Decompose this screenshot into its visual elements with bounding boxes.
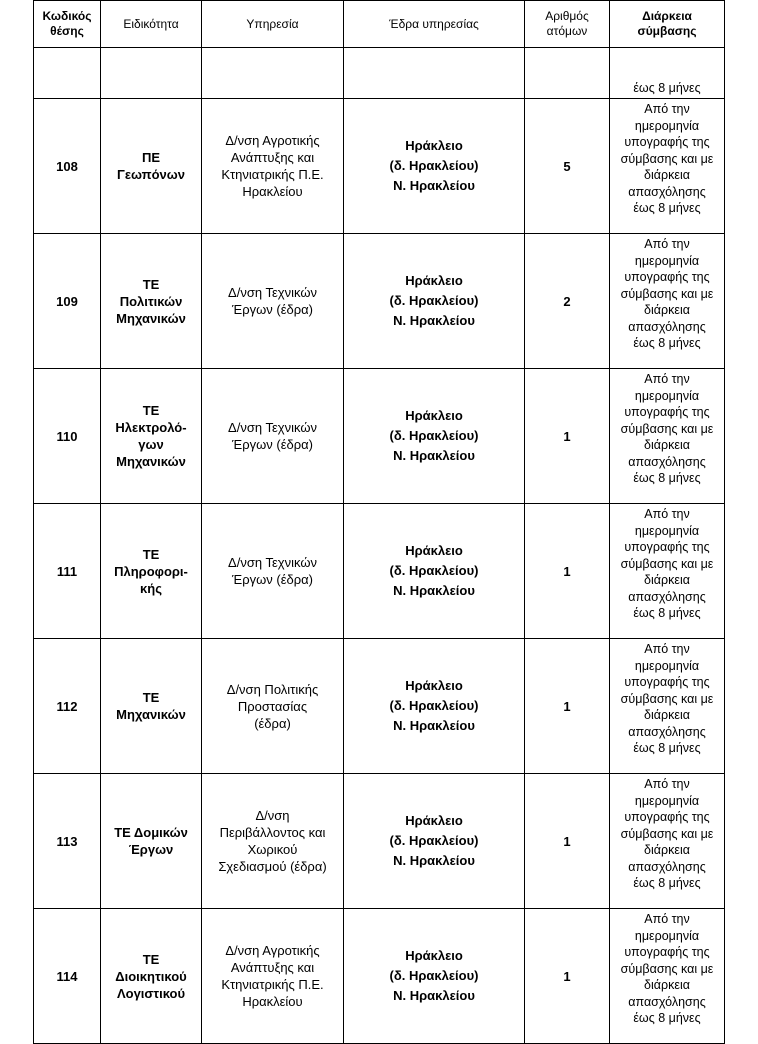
table-row: [34, 234, 725, 369]
cell-line: Ανάπτυξης και: [230, 960, 315, 975]
cell-line: έως 8 μήνες: [633, 876, 701, 890]
cell-count: 1: [525, 639, 610, 774]
cell-location: [344, 504, 525, 639]
cell-location: [344, 369, 525, 504]
cell-line: διάρκεια: [644, 978, 690, 992]
cell-line: υπογραφής της: [624, 405, 710, 419]
cell-line: Από την: [644, 372, 690, 386]
cell-line: γων: [138, 437, 164, 452]
cell-line: υπογραφής της: [624, 675, 710, 689]
cell-count: 1: [525, 909, 610, 1044]
cell-line: Προστασίας: [237, 698, 308, 714]
cell-service: [202, 774, 344, 909]
cell-line: Ηράκλειο: [405, 948, 463, 963]
cell-line: (δ. Ηρακλείου): [389, 158, 479, 173]
cell-line: ημερομηνία: [634, 118, 700, 133]
cell-line: Ηρακλείου: [242, 184, 303, 199]
header-specialty: Ειδικότητα: [101, 1, 202, 48]
cell-specialty: [101, 48, 202, 99]
cell-line: Δ/νση Τεχνικών: [228, 555, 317, 570]
cell-line: ΤΕ: [142, 546, 160, 562]
cell-service: [202, 99, 344, 234]
cell-line: Δ/νση Τεχνικών: [228, 420, 317, 435]
cell-specialty: [101, 774, 202, 909]
cell-duration: [610, 639, 725, 774]
cell-duration: [610, 774, 725, 909]
cell-line: Δ/νση Τεχνικών: [228, 285, 317, 300]
cell-specialty: [101, 639, 202, 774]
cell-duration: [610, 909, 725, 1044]
cell-line: υπογραφής της: [624, 945, 710, 959]
cell-location: [344, 48, 525, 99]
header-row: [34, 1, 725, 48]
cell-line: Διοικητικού: [115, 968, 187, 984]
cell-specialty: [101, 909, 202, 1044]
cell-line: ΠΕ: [141, 150, 161, 165]
cell-line: Από την: [644, 642, 690, 656]
cell-line: διάρκεια: [644, 573, 690, 587]
cell-line: απασχόλησης: [628, 724, 706, 739]
cell-service: [202, 369, 344, 504]
cell-line: Ηράκλειο: [405, 138, 463, 153]
cell-line: ημερομηνία: [634, 388, 700, 403]
cell-duration: [610, 99, 725, 234]
cell-line: ΤΕ: [142, 951, 160, 967]
cell-code: 110: [34, 369, 101, 504]
cell-line: διάρκεια: [644, 438, 690, 452]
cell-line: (έδρα): [254, 715, 291, 731]
cell-line: Σχεδιασμού (έδρα): [218, 859, 327, 874]
cell-line: Περιβάλλοντος και: [219, 825, 326, 840]
cell-line: Πληροφορι-: [114, 563, 188, 579]
cell-line: (δ. Ηρακλείου): [389, 968, 479, 983]
cell-line: υπογραφής της: [624, 135, 710, 149]
cell-line: διάρκεια: [644, 303, 690, 317]
cell-line: Ηρακλείου: [242, 994, 303, 1009]
cell-line: (δ. Ηρακλείου): [389, 428, 479, 443]
cell-line: σύμβασης και με: [620, 151, 714, 166]
cell-count: 5: [525, 99, 610, 234]
header-service: Υπηρεσία: [202, 1, 344, 48]
cell-specialty: [101, 99, 202, 234]
cell-location: [344, 774, 525, 909]
cell-line: ΤΕ: [142, 276, 160, 292]
cell-count: [525, 48, 610, 99]
cell-line: Ηράκλειο: [405, 273, 463, 288]
header-count: Αριθμός ατόμων: [525, 1, 610, 48]
cell-line: Ν. Ηρακλείου: [393, 988, 475, 1003]
cell-line: υπογραφής της: [624, 810, 710, 824]
cell-line: Δ/νση Αγροτικής: [225, 943, 320, 958]
cell-location: [344, 99, 525, 234]
continuation-row: [34, 48, 725, 99]
cell-line: υπογραφής της: [624, 540, 710, 554]
cell-line: Δ/νση: [255, 808, 290, 823]
cell-line: Ηράκλειο: [405, 678, 463, 693]
cell-line: Δ/νση Αγροτικής: [225, 133, 320, 148]
cell-count: 1: [525, 504, 610, 639]
cell-duration: [610, 504, 725, 639]
header-duration: Διάρκεια σύμβασης: [610, 1, 725, 48]
header-location: Έδρα υπηρεσίας: [344, 1, 525, 48]
table-row: [34, 774, 725, 909]
cell-line: Έργων: [128, 842, 174, 857]
cell-location: [344, 639, 525, 774]
cell-line: απασχόλησης: [628, 589, 706, 604]
cell-line: Έργων (έδρα): [232, 572, 313, 587]
cell-specialty: [101, 504, 202, 639]
cell-line: σύμβασης και με: [620, 421, 714, 436]
cell-line: σύμβασης και με: [620, 286, 714, 301]
cell-line: ημερομηνία: [634, 253, 700, 268]
cell-line: (δ. Ηρακλείου): [389, 833, 479, 848]
cell-line: Ανάπτυξης και: [230, 150, 315, 165]
cell-line: Γεωπόνων: [117, 167, 185, 182]
cell-service: [202, 48, 344, 99]
cell-line: σύμβασης και με: [620, 961, 714, 976]
cell-line: ημερομηνία: [634, 793, 700, 808]
cell-line: απασχόλησης: [628, 319, 706, 334]
cell-line: Πολιτικών: [119, 293, 183, 309]
cell-line: Από την: [644, 102, 690, 116]
cell-line: (δ. Ηρακλείου): [389, 563, 479, 578]
table-row: [34, 504, 725, 639]
cell-duration: έως 8 μήνες: [610, 48, 725, 99]
cell-service: [202, 909, 344, 1044]
cell-line: απασχόλησης: [628, 454, 706, 469]
cell-line: κής: [140, 580, 162, 596]
cell-line: Ν. Ηρακλείου: [393, 448, 475, 463]
table-row: [34, 639, 725, 774]
cell-line: Κτηνιατρικής Π.Ε.: [221, 977, 324, 992]
cell-location: [344, 234, 525, 369]
positions-table: [33, 0, 725, 1044]
cell-line: διάρκεια: [644, 168, 690, 182]
cell-line: ΤΕ Δομικών: [114, 825, 188, 840]
cell-code: 113: [34, 774, 101, 909]
cell-line: (δ. Ηρακλείου): [389, 698, 479, 713]
cell-line: ΤΕ: [142, 690, 160, 705]
cell-line: έως 8 μήνες: [633, 741, 701, 755]
cell-line: έως 8 μήνες: [633, 336, 701, 350]
cell-line: Λογιστικού: [116, 985, 186, 1001]
cell-code: 108: [34, 99, 101, 234]
cell-service: [202, 639, 344, 774]
cell-count: 2: [525, 234, 610, 369]
cell-line: έως 8 μήνες: [633, 1011, 701, 1025]
cell-code: 111: [34, 504, 101, 639]
cell-line: Ηράκλειο: [405, 408, 463, 423]
cell-service: [202, 504, 344, 639]
cell-line: Χωρικού: [247, 842, 298, 857]
cell-line: Μηχανικών: [116, 454, 186, 469]
cell-line: σύμβασης και με: [620, 826, 714, 841]
cell-code: [34, 48, 101, 99]
cell-line: απασχόλησης: [628, 859, 706, 874]
cell-line: Κτηνιατρικής Π.Ε.: [221, 167, 324, 182]
cell-line: ΤΕ: [142, 403, 160, 418]
header-code: Κωδικός θέσης: [34, 1, 101, 48]
cell-count: 1: [525, 369, 610, 504]
cell-line: Μηχανικών: [116, 707, 186, 722]
cell-line: ημερομηνία: [634, 928, 700, 943]
cell-line: Ν. Ηρακλείου: [393, 583, 475, 598]
cell-line: Μηχανικών: [116, 310, 186, 326]
cell-specialty: [101, 234, 202, 369]
cell-line: Από την: [644, 912, 690, 926]
cell-service: [202, 234, 344, 369]
cell-line: Ν. Ηρακλείου: [393, 178, 475, 193]
cell-line: απασχόλησης: [628, 994, 706, 1009]
cell-line: Από την: [644, 237, 690, 251]
cell-code: 109: [34, 234, 101, 369]
cell-line: Ηράκλειο: [405, 543, 463, 558]
table-row: [34, 369, 725, 504]
cell-count: 1: [525, 774, 610, 909]
cell-specialty: [101, 369, 202, 504]
cell-line: Ν. Ηρακλείου: [393, 853, 475, 868]
table-row: [34, 909, 725, 1044]
cell-line: έως 8 μήνες: [633, 471, 701, 485]
cell-line: έως 8 μήνες: [633, 606, 701, 620]
cell-line: έως 8 μήνες: [633, 201, 701, 215]
cell-line: σύμβασης και με: [620, 691, 714, 706]
cell-line: Ηράκλειο: [405, 813, 463, 828]
cell-line: σύμβασης και με: [620, 556, 714, 571]
cell-line: διάρκεια: [644, 708, 690, 722]
cell-line: Δ/νση Πολιτικής: [226, 681, 319, 697]
cell-line: απασχόλησης: [628, 184, 706, 199]
cell-line: ημερομηνία: [634, 658, 700, 673]
cell-line: (δ. Ηρακλείου): [389, 293, 479, 308]
cell-duration: [610, 369, 725, 504]
cell-line: Ν. Ηρακλείου: [393, 718, 475, 733]
cell-line: υπογραφής της: [624, 270, 710, 284]
cell-line: Έργων (έδρα): [232, 302, 313, 317]
cell-line: διάρκεια: [644, 843, 690, 857]
cell-line: ημερομηνία: [634, 523, 700, 538]
cell-code: 112: [34, 639, 101, 774]
cell-duration: [610, 234, 725, 369]
cell-line: Έργων (έδρα): [232, 437, 313, 452]
cell-location: [344, 909, 525, 1044]
cell-line: Ηλεκτρολό-: [115, 420, 187, 435]
cell-line: Από την: [644, 507, 690, 521]
cell-code: 114: [34, 909, 101, 1044]
cell-line: Από την: [644, 777, 690, 791]
cell-line: Ν. Ηρακλείου: [393, 313, 475, 328]
table-row: [34, 99, 725, 234]
